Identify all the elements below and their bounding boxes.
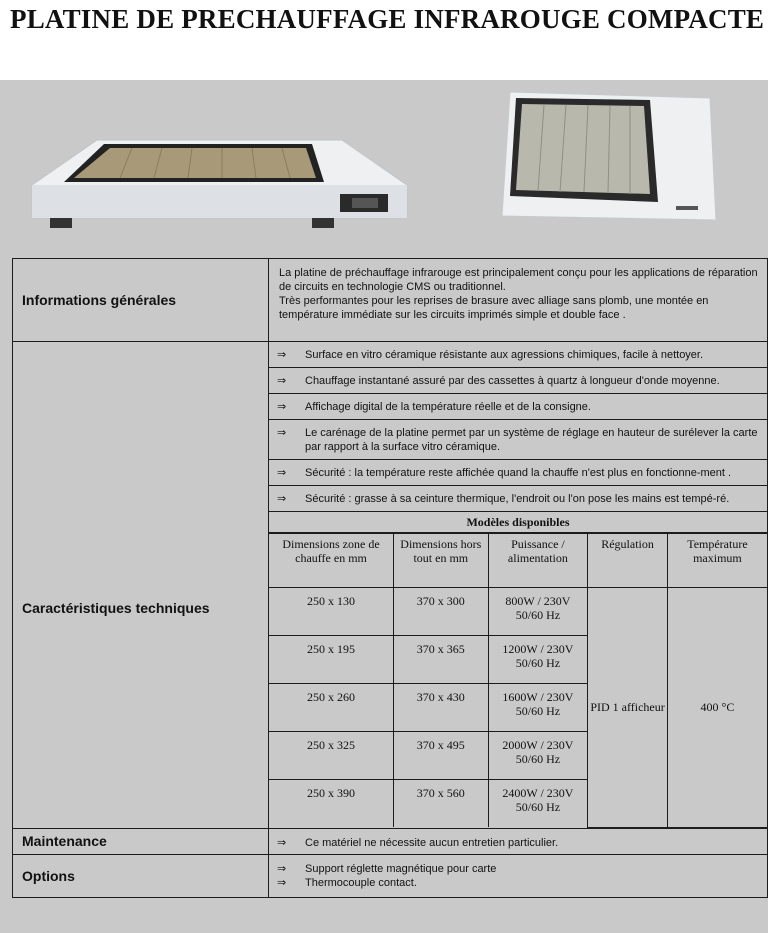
arrow-icon: ⇒: [277, 876, 287, 889]
arrow-icon: ⇒: [277, 427, 287, 439]
table-row: 250 x 325 370 x 495 2000W / 230V 50/60 Hz: [269, 732, 767, 780]
max-temp-cell: 400 °C: [667, 588, 767, 828]
feature-item: ⇒ Affichage digital de la température réelle et de la consigne.: [269, 394, 767, 420]
option-item: Support réglette magnétique pour carte: [305, 862, 497, 875]
col-header: Dimensions zone de chauffe en mm: [269, 534, 394, 588]
option-item: Thermocouple contact.: [305, 876, 417, 889]
regulation-cell: PID 1 afficheur: [588, 588, 668, 828]
table-row: 250 x 390 370 x 560 2400W / 230V 50/60 Hz: [269, 780, 767, 828]
info-cell: [269, 259, 768, 342]
maintenance-text: Ce matériel ne nécessite aucun entretien particulier.: [305, 836, 559, 849]
specs-cell: [269, 342, 768, 829]
options-label: Options: [13, 854, 269, 897]
arrow-icon: ⇒: [277, 493, 287, 505]
col-header: Régulation: [588, 534, 668, 588]
feature-item: ⇒ Chauffage instantané assuré par des cassettes à quartz à longueur d'onde moyenne.: [269, 368, 767, 394]
preheater-photo-top: [498, 88, 722, 226]
feature-item: ⇒ Surface en vitro céramique résistante aux agressions chimiques, facile à nettoyer.: [269, 342, 767, 368]
feature-item: ⇒ Sécurité : grasse à sa ceinture thermique, l'endroit ou l'on pose les mains est tempé-ré.: [269, 486, 767, 512]
specs-label: Caractéristiques techniques: [13, 342, 269, 829]
col-header: Puissance / alimentation: [488, 534, 588, 588]
arrow-icon: ⇒: [277, 401, 287, 413]
col-header: Température maximum: [667, 534, 767, 588]
info-label: Informations générales: [13, 259, 269, 342]
table-row: 250 x 195 370 x 365 1200W / 230V 50/60 Hz: [269, 636, 767, 684]
preheater-photo-side: [12, 130, 412, 240]
models-table: [269, 533, 767, 828]
table-row: 250 x 130 370 x 300 800W / 230V 50/60 Hz PID 1 afficheur 400 °C: [269, 588, 767, 636]
info-text-2: Très performantes pour les reprises de brasure avec alliage sans plomb, une montée en température immédiate sur les circuits imprimés simple et double face .: [279, 295, 709, 321]
col-header: Dimensions hors tout en mm: [394, 534, 489, 588]
arrow-icon: ⇒: [277, 349, 287, 361]
arrow-icon: ⇒: [277, 836, 287, 849]
arrow-icon: ⇒: [277, 467, 287, 479]
table-row: 250 x 260 370 x 430 1600W / 230V 50/60 Hz: [269, 684, 767, 732]
maintenance-cell: [269, 828, 768, 854]
feature-item: ⇒ Le carénage de la platine permet par un système de réglage en hauteur de surélever la carte par rapport à la surface vitro céramique.: [269, 420, 767, 460]
feature-item: ⇒ Sécurité : la température reste affichée quand la chauffe n'est plus en fonctionne-ment .: [269, 460, 767, 486]
models-title: Modèles disponibles: [269, 512, 767, 533]
maintenance-label: Maintenance: [13, 828, 269, 854]
arrow-icon: ⇒: [277, 862, 287, 875]
options-cell: [269, 854, 768, 897]
page-title: PLATINE DE PRECHAUFFAGE INFRAROUGE COMPACTE: [10, 4, 765, 34]
info-text: La platine de préchauffage infrarouge est principalement conçu pour les applications de réparation de circuits en technologie CMS ou traditionnel.: [279, 267, 758, 293]
arrow-icon: ⇒: [277, 375, 287, 387]
spec-table: [12, 258, 768, 898]
